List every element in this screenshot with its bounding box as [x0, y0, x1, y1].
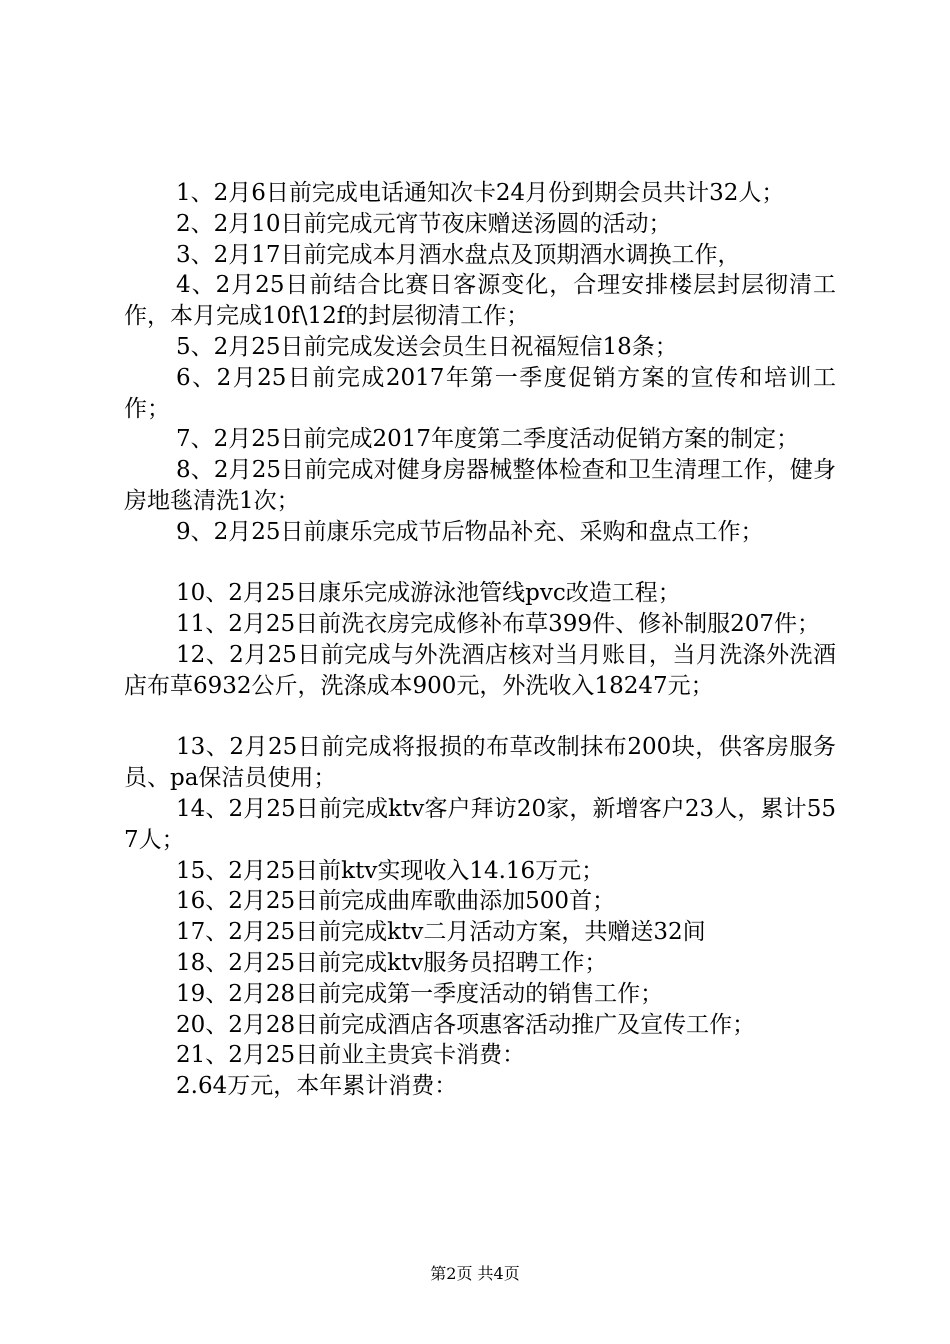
- paragraph-7: 7、2月25日前完成2017年度第二季度活动促销方案的制定；: [176, 426, 800, 453]
- page-number-label: 第2页 共4页: [430, 1264, 520, 1283]
- paragraph-2: 2、2月10日前完成元宵节夜床赠送汤圆的活动；: [176, 210, 672, 237]
- blank-line: [124, 548, 836, 579]
- document-body: [124, 178, 836, 1102]
- paragraph-16: 16、2月25日前完成曲库歌曲添加500首；: [176, 888, 616, 915]
- paragraph-21: 21、2月25日前业主贵宾卡消费：: [176, 1042, 526, 1069]
- paragraph-19: 19、2月28日前完成第一季度活动的销售工作；: [176, 980, 664, 1007]
- paragraph-4: 4、2月25日前结合比赛日客源变化，合理安排楼层封层彻清工作，本月完成10f\12f的封层彻清工作；: [124, 272, 836, 330]
- page-footer: [0, 1264, 950, 1284]
- paragraph-15: 15、2月25日前ktv实现收入14.16万元；: [176, 857, 605, 884]
- blank-line: [124, 702, 836, 733]
- paragraph-9: 9、2月25日前康乐完成节后物品补充、采购和盘点工作；: [176, 518, 764, 545]
- paragraph-20: 20、2月28日前完成酒店各项惠客活动推广及宣传工作；: [176, 1011, 756, 1038]
- paragraph-3: 3、2月17日前完成本月酒水盘点及顶期酒水调换工作，: [176, 241, 741, 268]
- paragraph-22: 2.64万元，本年累计消费：: [176, 1073, 458, 1100]
- paragraph-14: 14、2月25日前完成ktv客户拜访20家，新增客户23人，累计557人；: [124, 795, 836, 853]
- paragraph-17: 17、2月25日前完成ktv二月活动方案，共赠送32间: [176, 919, 706, 946]
- paragraph-1: 1、2月6日前完成电话通知次卡24月份到期会员共计32人；: [176, 180, 785, 206]
- paragraph-18: 18、2月25日前完成ktv服务员招聘工作；: [176, 949, 608, 976]
- paragraph-6: 6、2月25日前完成2017年第一季度促销方案的宣传和培训工作；: [124, 364, 836, 422]
- paragraph-10: 10、2月25日康乐完成游泳池管线pvc改造工程；: [176, 580, 681, 607]
- paragraph-5: 5、2月25日前完成发送会员生日祝福短信18条；: [176, 333, 678, 360]
- paragraph-11: 11、2月25日前洗衣房完成修补布草399件、修补制服207件；: [176, 611, 820, 638]
- paragraph-13: 13、2月25日前完成将报损的布草改制抹布200块，供客房服务员、pa保洁员使用；: [124, 734, 836, 792]
- paragraph-12: 12、2月25日前完成与外洗酒店核对当月账目，当月洗涤外洗酒店布草6932公斤，洗涤成本900元，外洗收入18247元；: [124, 641, 836, 699]
- paragraph-8: 8、2月25日前完成对健身房器械整体检查和卫生清理工作，健身房地毯清洗1次；: [124, 457, 836, 514]
